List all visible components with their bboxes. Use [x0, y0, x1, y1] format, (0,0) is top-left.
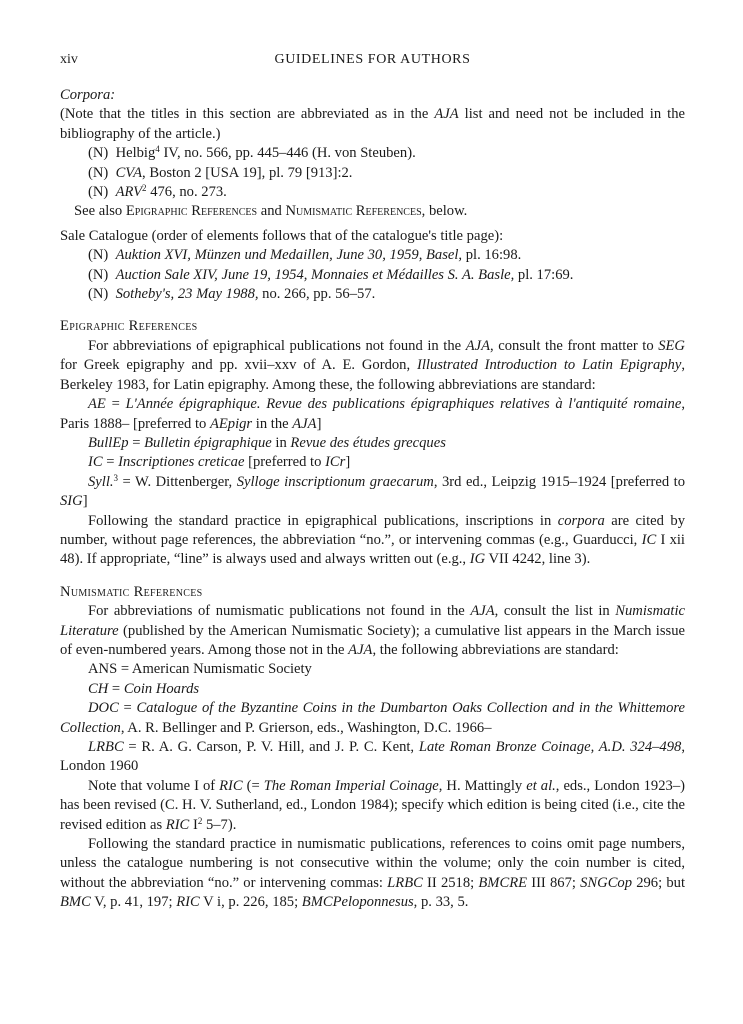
corpora-entry: (N) ARV$^2$ 476, no. 273.: [88, 183, 227, 201]
epigraphic-heading: Epigraphic References: [60, 318, 198, 335]
abbr-ans: ANS = American Numismatic Society: [88, 661, 312, 678]
corpora-heading: Corpora:: [60, 87, 116, 103]
page-header: [60, 52, 685, 86]
corpora-entry: (N) Helbig$^4$ IV, no. 566, pp. 445–446 (H. von Steuben).: [88, 144, 416, 162]
numismatic-paragraph: Note that volume I of RIC (= The Roman Imperial Coinage, H. Mattingly et al., eds., London 1923–) has been revised (C. H. V. Sutherland, ed., London 1984); specify which edition is being cited (i.e., cite the revised edition as RIC $I^2$ 5–7).: [60, 777, 685, 833]
numismatic-heading: Numismatic References: [60, 583, 203, 600]
running-title: GUIDELINES FOR AUTHORS: [274, 52, 471, 67]
corpora-entry: (N) CVA, Boston 2 [USA 19], pl. 79 [913]:2.: [88, 164, 353, 181]
abbr-ae: AE = L'Année épigraphique. Revue des publications épigraphiques relatives à l'antiquité romaine, Paris 1888– [preferred to AEpigr in the AJA]: [60, 396, 685, 432]
abbr-ch: CH = Coin Hoards: [88, 680, 200, 697]
abbr-lrbc: LRBC = R. A. G. Carson, P. V. Hill, and J. P. C. Kent, Late Roman Bronze Coinage, A.D. 324–498, London 1960: [60, 739, 685, 775]
page-number: xiv: [60, 52, 78, 67]
sale-entry: (N) Auktion XVI, Münzen und Medaillen, June 30, 1959, Basel, pl. 16:98.: [88, 247, 522, 264]
sale-entry: (N) Auction Sale XIV, June 19, 1954, Monnaies et Médailles S. A. Basle, pl. 17:69.: [88, 266, 574, 283]
sale-catalogue-intro: Sale Catalogue (order of elements follows that of the catalogue's title page):: [60, 227, 504, 244]
abbr-syll: Syll.$^3$ = W. Dittenberger, Sylloge inscriptionum graecarum, 3rd ed., Leipzig 1915–1924 [preferred to SIG]: [60, 472, 685, 510]
numismatic-paragraph: For abbreviations of numismatic publications not found in the AJA, consult the list in Numismatic Literature (published by the American Numismatic Society); a cumulative list appears in the March issue of even-numbered years. Among those not in the AJA, the following abbreviations are standard:: [60, 603, 685, 658]
corpora-note: (Note that the titles in this section are abbreviated as in the AJA list and need not be included in the bibliography of the article.): [60, 106, 685, 142]
numismatic-paragraph: Following the standard practice in numismatic publications, references to coins omit page numbers, unless the catalogue numbering is not consecutive within the volume; only the coin number is cited, without the abbreviation “no.” or intervening commas: LRBC II 2518; BMCRE III 867; SNGCop 296; but BMC V, p. 41, 197; RIC V i, p. 226, 185; BMCPeloponnesus, p. 33, 5.: [60, 836, 685, 911]
abbr-bullep: BullEp = Bulletin épigraphique in Revue des études grecques: [88, 434, 446, 451]
see-also-line: See also Epigraphic References and Numismatic References, below.: [74, 203, 468, 220]
abbr-ic: IC = Inscriptiones creticae [preferred to ICr]: [88, 454, 351, 471]
sale-entry: (N) Sotheby's, 23 May 1988, no. 266, pp. 56–57.: [88, 286, 376, 303]
abbr-doc: DOC = Catalogue of the Byzantine Coins in the Dumbarton Oaks Collection and in the Whittemore Collection, A. R. Bellinger and P. Grierson, eds., Washington, D.C. 1966–: [60, 700, 685, 736]
epigraphic-paragraph: For abbreviations of epigraphical publications not found in the AJA, consult the front matter to SEG for Greek epigraphy and pp. xvii–xxv of A. E. Gordon, Illustrated Introduction to Latin Epigraphy, Berkeley 1983, for Latin epigraphy. Among these, the following abbreviations are standard:: [60, 337, 685, 393]
epigraphic-paragraph: Following the standard practice in epigraphical publications, inscriptions in corpora are cited by number, without page references, the abbreviation “no.”, or intervening commas (e.g., Guarducci, IC I xii 48). If appropriate, “line” is always used and always written out (e.g., IG VII 4242, line 3).: [60, 512, 685, 568]
